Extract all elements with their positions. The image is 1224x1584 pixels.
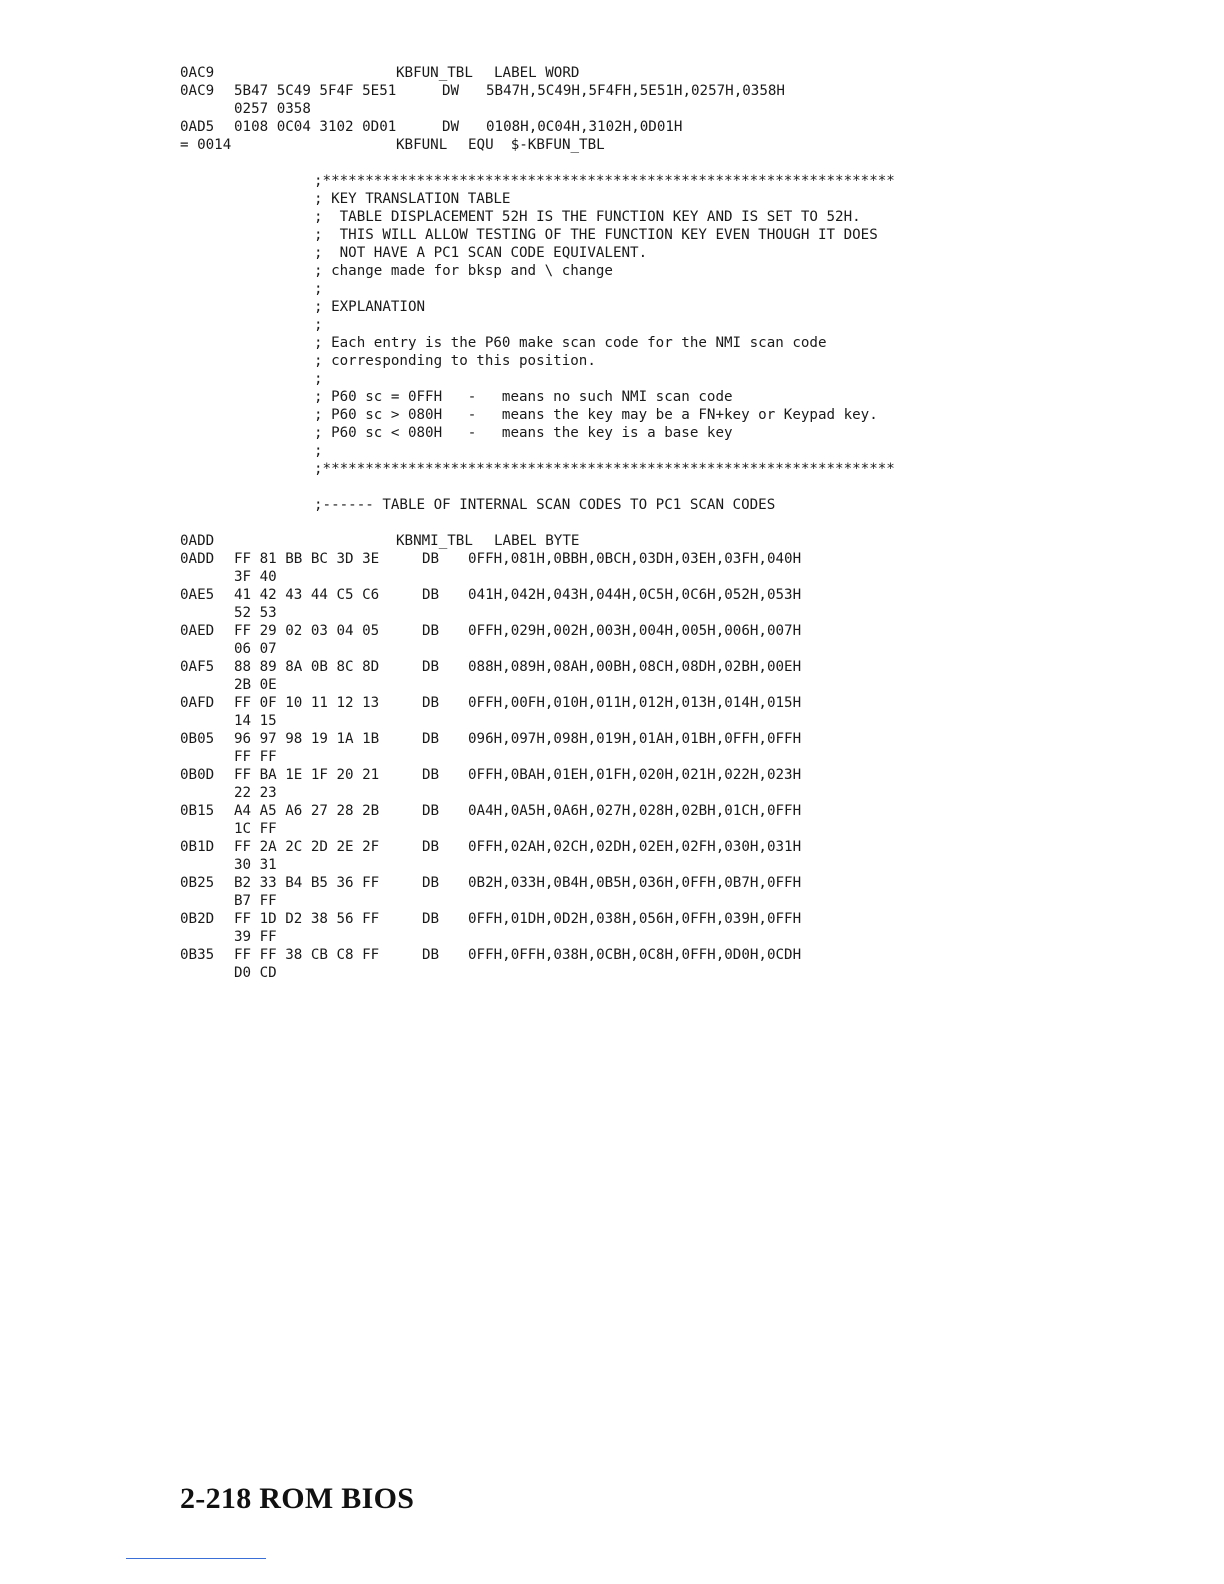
object-bytes: B7 FF [234, 893, 277, 909]
comment-text: ; TABLE DISPLACEMENT 52H IS THE FUNCTION KEY AND IS SET TO 52H. [314, 209, 861, 225]
directive: LABEL BYTE [494, 533, 580, 549]
comment-block [180, 172, 1140, 514]
table-row-continuation [180, 820, 1140, 838]
comment-line [180, 226, 1140, 244]
comment-line [180, 298, 1140, 316]
comment-line [180, 370, 1140, 388]
object-bytes: B2 33 B4 B5 36 FF [234, 875, 380, 891]
opcode: DB [422, 659, 440, 675]
address: 0ADD [180, 533, 215, 549]
assembly-listing [180, 64, 1140, 982]
listing-line [180, 136, 1140, 154]
address: 0B1D [180, 839, 215, 855]
listing-line [180, 532, 1140, 550]
object-bytes: 14 15 [234, 713, 277, 729]
comment-line [180, 244, 1140, 262]
opcode: DB [422, 731, 440, 747]
address: 0AFD [180, 695, 215, 711]
comment-text: ; [314, 317, 323, 333]
table-row [180, 766, 1140, 784]
opcode: DB [422, 551, 440, 567]
comment-text: ; P60 sc = 0FFH - means no such NMI scan code [314, 389, 733, 405]
object-bytes: FF FF 38 CB C8 FF [234, 947, 380, 963]
operand: 0B2H,033H,0B4H,0B5H,036H,0FFH,0B7H,0FFH [468, 875, 802, 891]
comment-text: ; KEY TRANSLATION TABLE [314, 191, 511, 207]
comment-text: ; [314, 443, 323, 459]
address: 0B0D [180, 767, 215, 783]
directive: LABEL WORD [494, 65, 580, 81]
comment-line [180, 208, 1140, 226]
object-bytes: 3F 40 [234, 569, 277, 585]
table-row-continuation [180, 856, 1140, 874]
label: KBNMI_TBL [396, 533, 473, 549]
address: = 0014 [180, 137, 232, 153]
comment-line [180, 388, 1140, 406]
table-row [180, 874, 1140, 892]
comment-line [180, 460, 1140, 478]
object-bytes: 5B47 5C49 5F4F 5E51 [234, 83, 397, 99]
comment-line [180, 280, 1140, 298]
opcode: DW [442, 83, 460, 99]
listing-line [180, 82, 1140, 100]
listing-line [180, 118, 1140, 136]
table-row [180, 658, 1140, 676]
listing-line [180, 64, 1140, 82]
table-row [180, 694, 1140, 712]
scan-code-table [180, 550, 1140, 982]
operand: 096H,097H,098H,019H,01AH,01BH,0FFH,0FFH [468, 731, 802, 747]
object-bytes: 41 42 43 44 C5 C6 [234, 587, 380, 603]
comment-text: ; NOT HAVE A PC1 SCAN CODE EQUIVALENT. [314, 245, 648, 261]
comment-text: ; P60 sc > 080H - means the key may be a FN+key or Keypad key. [314, 407, 878, 423]
address: 0B15 [180, 803, 215, 819]
object-bytes: D0 CD [234, 965, 277, 981]
table-row-continuation [180, 568, 1140, 586]
table-row [180, 946, 1140, 964]
table-row-continuation [180, 928, 1140, 946]
opcode: DB [422, 911, 440, 927]
table-row [180, 550, 1140, 568]
object-bytes: FF FF [234, 749, 277, 765]
operand: 0FFH,00FH,010H,011H,012H,013H,014H,015H [468, 695, 802, 711]
comment-line [180, 478, 1140, 496]
opcode: DB [422, 947, 440, 963]
comment-text: ; change made for bksp and \ change [314, 263, 613, 279]
opcode: DB [422, 803, 440, 819]
label: KBFUNL [396, 137, 448, 153]
comment-line [180, 316, 1140, 334]
comment-line [180, 406, 1140, 424]
comment-text: ;******************************************************************* [314, 173, 895, 189]
operand: 5B47H,5C49H,5F4FH,5E51H,0257H,0358H [486, 83, 785, 99]
operand: 0FFH,0BAH,01EH,01FH,020H,021H,022H,023H [468, 767, 802, 783]
table-row [180, 838, 1140, 856]
spacer [180, 514, 1140, 532]
operand: 0FFH,029H,002H,003H,004H,005H,006H,007H [468, 623, 802, 639]
object-bytes: FF 29 02 03 04 05 [234, 623, 380, 639]
object-bytes: 2B 0E [234, 677, 277, 693]
operand: 0A4H,0A5H,0A6H,027H,028H,02BH,01CH,0FFH [468, 803, 802, 819]
table-row [180, 622, 1140, 640]
address: 0AC9 [180, 83, 215, 99]
opcode: DB [422, 875, 440, 891]
table-row-continuation [180, 748, 1140, 766]
operand: 041H,042H,043H,044H,0C5H,0C6H,052H,053H [468, 587, 802, 603]
table-row [180, 910, 1140, 928]
comment-line [180, 442, 1140, 460]
table-row-continuation [180, 640, 1140, 658]
table-row-continuation [180, 712, 1140, 730]
opcode: DW [442, 119, 460, 135]
address: 0B05 [180, 731, 215, 747]
operand: 088H,089H,08AH,00BH,08CH,08DH,02BH,00EH [468, 659, 802, 675]
object-bytes: FF 1D D2 38 56 FF [234, 911, 380, 927]
comment-text: ; [314, 371, 323, 387]
footer-rule [126, 1558, 266, 1559]
object-bytes: 06 07 [234, 641, 277, 657]
label: KBFUN_TBL [396, 65, 473, 81]
address: 0AD5 [180, 119, 215, 135]
spacer [180, 154, 1140, 172]
object-bytes: FF 0F 10 11 12 13 [234, 695, 380, 711]
object-bytes: 0257 0358 [234, 101, 311, 117]
object-bytes: 0108 0C04 3102 0D01 [234, 119, 397, 135]
operand: 0FFH,01DH,0D2H,038H,056H,0FFH,039H,0FFH [468, 911, 802, 927]
table-row [180, 730, 1140, 748]
table-row-continuation [180, 892, 1140, 910]
table-row-continuation [180, 676, 1140, 694]
address: 0B25 [180, 875, 215, 891]
listing-line [180, 100, 1140, 118]
table-row-continuation [180, 964, 1140, 982]
operand: 0108H,0C04H,3102H,0D01H [486, 119, 683, 135]
comment-line [180, 190, 1140, 208]
table-row [180, 802, 1140, 820]
opcode: DB [422, 839, 440, 855]
comment-line [180, 172, 1140, 190]
page-footer: 2-218 ROM BIOS [180, 1482, 415, 1515]
object-bytes: 96 97 98 19 1A 1B [234, 731, 380, 747]
comment-line [180, 424, 1140, 442]
object-bytes: 22 23 [234, 785, 277, 801]
address: 0AE5 [180, 587, 215, 603]
operand: 0FFH,081H,0BBH,0BCH,03DH,03EH,03FH,040H [468, 551, 802, 567]
address: 0B2D [180, 911, 215, 927]
address: 0ADD [180, 551, 215, 567]
comment-text: ; EXPLANATION [314, 299, 426, 315]
comment-text: ; corresponding to this position. [314, 353, 596, 369]
object-bytes: 1C FF [234, 821, 277, 837]
address: 0B35 [180, 947, 215, 963]
directive: EQU $-KBFUN_TBL [468, 137, 605, 153]
table-row-continuation [180, 784, 1140, 802]
object-bytes: FF 81 BB BC 3D 3E [234, 551, 380, 567]
comment-line [180, 496, 1140, 514]
comment-text: ; [314, 281, 323, 297]
object-bytes: 30 31 [234, 857, 277, 873]
address: 0AC9 [180, 65, 215, 81]
opcode: DB [422, 767, 440, 783]
address: 0AED [180, 623, 215, 639]
comment-text: ; THIS WILL ALLOW TESTING OF THE FUNCTION KEY EVEN THOUGH IT DOES [314, 227, 878, 243]
object-bytes: 39 FF [234, 929, 277, 945]
object-bytes: FF 2A 2C 2D 2E 2F [234, 839, 380, 855]
table-row-continuation [180, 604, 1140, 622]
comment-line [180, 334, 1140, 352]
comment-text: ; P60 sc < 080H - means the key is a base key [314, 425, 733, 441]
comment-text: ; Each entry is the P60 make scan code for the NMI scan code [314, 335, 827, 351]
comment-text: ;******************************************************************* [314, 461, 895, 477]
comment-line [180, 262, 1140, 280]
address: 0AF5 [180, 659, 215, 675]
object-bytes: A4 A5 A6 27 28 2B [234, 803, 380, 819]
object-bytes: FF BA 1E 1F 20 21 [234, 767, 380, 783]
operand: 0FFH,0FFH,038H,0CBH,0C8H,0FFH,0D0H,0CDH [468, 947, 802, 963]
opcode: DB [422, 587, 440, 603]
comment-line [180, 352, 1140, 370]
comment-text: ;------ TABLE OF INTERNAL SCAN CODES TO PC1 SCAN CODES [314, 497, 776, 513]
opcode: DB [422, 623, 440, 639]
operand: 0FFH,02AH,02CH,02DH,02EH,02FH,030H,031H [468, 839, 802, 855]
opcode: DB [422, 695, 440, 711]
object-bytes: 88 89 8A 0B 8C 8D [234, 659, 380, 675]
object-bytes: 52 53 [234, 605, 277, 621]
table-row [180, 586, 1140, 604]
